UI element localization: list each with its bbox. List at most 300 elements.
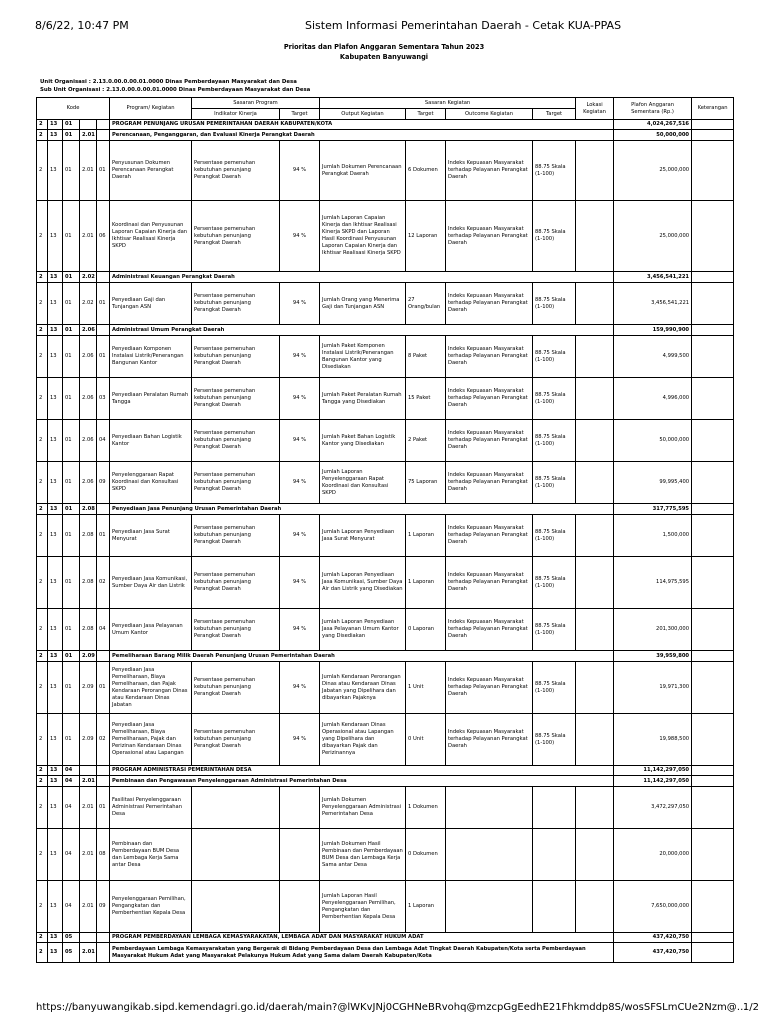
keterangan-cell (692, 462, 734, 504)
kegiatan-name: Perencanaan, Penganggaran, dan Evaluasi Kinerja Perangkat Daerah (110, 130, 614, 141)
target-output: 6 Dokumen (406, 141, 446, 201)
keterangan-cell (692, 943, 734, 963)
code-program: 04 (63, 829, 80, 881)
table-row (37, 662, 734, 714)
code-urusan: 2 (37, 120, 48, 130)
code-urusan: 2 (37, 325, 48, 336)
header-outcome-kegiatan: Outcome Kegiatan (446, 109, 533, 120)
print-page-title: Sistem Informasi Pemerintahan Daerah - Cetak KUA-PPAS (305, 19, 622, 32)
code-bidang: 13 (48, 933, 63, 943)
subkegiatan-name: Fasilitasi Penyelenggaraan Administrasi Pemerintahan Desa (110, 787, 192, 829)
kua-ppas-table (36, 97, 734, 963)
print-header (0, 0, 768, 40)
code-subkegiatan (97, 651, 110, 662)
indikator-kinerja: Persentase pemenuhan kebutuhan penunjang Perangkat Daerah (192, 714, 280, 766)
table-row (37, 272, 734, 283)
document-heading (0, 42, 768, 62)
code-kegiatan: 2.01 (80, 787, 97, 829)
code-program: 01 (63, 283, 80, 325)
code-bidang: 13 (48, 609, 63, 651)
code-urusan: 2 (37, 557, 48, 609)
lokasi-kegiatan (576, 829, 614, 881)
target-program: 94 % (280, 201, 320, 272)
plafon-value: 437,420,750 (614, 943, 692, 963)
code-urusan: 2 (37, 515, 48, 557)
code-program: 01 (63, 336, 80, 378)
target-output: 1 Laporan (406, 557, 446, 609)
code-kegiatan: 2.02 (80, 283, 97, 325)
keterangan-cell (692, 130, 734, 141)
keterangan-cell (692, 283, 734, 325)
code-kegiatan (80, 120, 97, 130)
outcome-kegiatan (446, 881, 533, 933)
code-kegiatan (80, 766, 97, 776)
code-urusan: 2 (37, 130, 48, 141)
table-row (37, 933, 734, 943)
lokasi-kegiatan (576, 714, 614, 766)
keterangan-cell (692, 120, 734, 130)
target-output: 1 Unit (406, 662, 446, 714)
code-urusan: 2 (37, 420, 48, 462)
target-output: 2 Paket (406, 420, 446, 462)
code-subkegiatan: 01 (97, 515, 110, 557)
code-subkegiatan: 02 (97, 557, 110, 609)
target-output: 0 Dokumen (406, 829, 446, 881)
code-subkegiatan: 03 (97, 378, 110, 420)
target-program (280, 881, 320, 933)
code-urusan: 2 (37, 378, 48, 420)
program-name: PROGRAM PEMBERDAYAAN LEMBAGA KEMASYARAKATAN, LEMBAGA ADAT DAN MASYARAKAT HUKUM ADAT (110, 933, 614, 943)
outcome-kegiatan: Indeks Kepuasan Masyarakat terhadap Pelayanan Perangkat Daerah (446, 462, 533, 504)
plafon-value: 7,650,000,000 (614, 881, 692, 933)
subkegiatan-name: Koordinasi dan Penyusunan Laporan Capaian Kinerja dan Ikhtisar Realisasi Kinerja SKPD (110, 201, 192, 272)
output-kegiatan: Jumlah Paket Komponen Instalasi Listrik/Penerangan Bangunan Kantor yang Disediakan (320, 336, 406, 378)
keterangan-cell (692, 325, 734, 336)
code-urusan: 2 (37, 651, 48, 662)
target-program: 94 % (280, 283, 320, 325)
print-datetime: 8/6/22, 10:47 PM (35, 19, 129, 32)
code-subkegiatan: 01 (97, 336, 110, 378)
output-kegiatan: Jumlah Laporan Hasil Penyelenggaraan Pemilihan, Pengangkatan dan Pemberhentian Kepala Desa (320, 881, 406, 933)
target-output: 0 Laporan (406, 609, 446, 651)
code-bidang: 13 (48, 943, 63, 963)
output-kegiatan: Jumlah Paket Peralatan Rumah Tangga yang Disediakan (320, 378, 406, 420)
code-program: 01 (63, 557, 80, 609)
code-program: 01 (63, 201, 80, 272)
target-program: 94 % (280, 378, 320, 420)
target-outcome: 88.75 Skala (1-100) (533, 201, 576, 272)
code-program: 04 (63, 881, 80, 933)
plafon-value: 25,000,000 (614, 201, 692, 272)
plafon-value: 1,500,000 (614, 515, 692, 557)
kegiatan-name: Administrasi Umum Perangkat Daerah (110, 325, 614, 336)
target-program: 94 % (280, 714, 320, 766)
table-row (37, 420, 734, 462)
code-urusan: 2 (37, 609, 48, 651)
subkegiatan-name: Penyediaan Jasa Pelayanan Umum Kantor (110, 609, 192, 651)
indikator-kinerja: Persentase pemenuhan kebutuhan penunjang Perangkat Daerah (192, 515, 280, 557)
code-kegiatan: 2.08 (80, 515, 97, 557)
code-kegiatan (80, 933, 97, 943)
table-row (37, 283, 734, 325)
subkegiatan-name: Penyediaan Komponen Instalasi Listrik/Penerangan Bangunan Kantor (110, 336, 192, 378)
table-row (37, 943, 734, 963)
lokasi-kegiatan (576, 609, 614, 651)
code-subkegiatan (97, 776, 110, 787)
plafon-value: 25,000,000 (614, 141, 692, 201)
target-outcome (533, 881, 576, 933)
code-program: 01 (63, 325, 80, 336)
indikator-kinerja: Persentase pemenuhan kebutuhan penunjang Perangkat Daerah (192, 462, 280, 504)
target-program: 94 % (280, 662, 320, 714)
output-kegiatan: Jumlah Orang yang Menerima Gaji dan Tunjangan ASN (320, 283, 406, 325)
code-bidang: 13 (48, 881, 63, 933)
code-urusan: 2 (37, 462, 48, 504)
code-program: 01 (63, 378, 80, 420)
code-subkegiatan: 01 (97, 283, 110, 325)
code-program: 01 (63, 141, 80, 201)
plafon-value: 159,990,900 (614, 325, 692, 336)
kegiatan-name: Pemberdayaan Lembaga Kemasyarakatan yang Bergerak di Bidang Pemberdayaan Desa dan Lembaga Adat Tingkat Daerah Kabupaten/Kota serta Pemberdayaan Masyarakat Hukum Adat yang Masyarakat Pelakunya Hukum Adat yang Sama dalam Daerah Kabupaten/Kota (110, 943, 614, 963)
code-bidang: 13 (48, 462, 63, 504)
subkegiatan-name: Penyediaan Jasa Surat Menyurat (110, 515, 192, 557)
code-subkegiatan: 08 (97, 829, 110, 881)
outcome-kegiatan: Indeks Kepuasan Masyarakat terhadap Pelayanan Perangkat Daerah (446, 201, 533, 272)
target-output: 75 Laporan (406, 462, 446, 504)
indikator-kinerja (192, 787, 280, 829)
code-bidang: 13 (48, 787, 63, 829)
print-url: https://banyuwangikab.sipd.kemendagri.go.id/daerah/main?@lWKvJNj0CGHNeBRvohq@mzcpGgEedhE21Fhkmddp8S/wosSFSLmCUe2Nzm@… (36, 1002, 747, 1013)
plafon-value: 3,456,541,221 (614, 272, 692, 283)
target-output: 15 Paket (406, 378, 446, 420)
header-sasaran-kegiatan: Sasaran Kegiatan (320, 98, 576, 109)
target-outcome: 88.75 Skala (1-100) (533, 462, 576, 504)
table-row (37, 378, 734, 420)
code-kegiatan: 2.08 (80, 609, 97, 651)
keterangan-cell (692, 651, 734, 662)
outcome-kegiatan (446, 829, 533, 881)
kegiatan-name: Pemeliharaan Barang Milik Daerah Penunjang Urusan Pemerintahan Daerah (110, 651, 614, 662)
lokasi-kegiatan (576, 141, 614, 201)
header-output-kegiatan: Output Kegiatan (320, 109, 406, 120)
lokasi-kegiatan (576, 420, 614, 462)
outcome-kegiatan: Indeks Kepuasan Masyarakat terhadap Pelayanan Perangkat Daerah (446, 714, 533, 766)
code-program: 01 (63, 504, 80, 515)
keterangan-cell (692, 766, 734, 776)
program-name: PROGRAM PENUNJANG URUSAN PEMERINTAHAN DAERAH KABUPATEN/KOTA (110, 120, 614, 130)
table-row (37, 504, 734, 515)
code-bidang: 13 (48, 336, 63, 378)
code-subkegiatan: 02 (97, 714, 110, 766)
code-subkegiatan (97, 943, 110, 963)
code-subkegiatan: 04 (97, 609, 110, 651)
target-program: 94 % (280, 557, 320, 609)
plafon-value: 19,988,500 (614, 714, 692, 766)
lokasi-kegiatan (576, 462, 614, 504)
table-row (37, 776, 734, 787)
table-row (37, 462, 734, 504)
lokasi-kegiatan (576, 283, 614, 325)
target-program (280, 787, 320, 829)
outcome-kegiatan: Indeks Kepuasan Masyarakat terhadap Pelayanan Perangkat Daerah (446, 557, 533, 609)
subkegiatan-name: Penyediaan Jasa Komunikasi, Sumber Daya Air dan Listrik (110, 557, 192, 609)
indikator-kinerja (192, 881, 280, 933)
code-subkegiatan: 01 (97, 787, 110, 829)
code-subkegiatan (97, 325, 110, 336)
kegiatan-name: Penyediaan Jasa Penunjang Urusan Pemerintahan Daerah (110, 504, 614, 515)
target-outcome: 88.75 Skala (1-100) (533, 283, 576, 325)
target-outcome: 88.75 Skala (1-100) (533, 714, 576, 766)
indikator-kinerja: Persentase pemenuhan kebutuhan penunjang Perangkat Daerah (192, 609, 280, 651)
keterangan-cell (692, 378, 734, 420)
output-kegiatan: Jumlah Kendaraan Perorangan Dinas atau Kendaraan Dinas Jabatan yang Dipelihara dan dibayarkan Pajaknya (320, 662, 406, 714)
code-kegiatan: 2.01 (80, 776, 97, 787)
indikator-kinerja: Persentase pemenuhan kebutuhan penunjang Perangkat Daerah (192, 662, 280, 714)
table-row (37, 714, 734, 766)
outcome-kegiatan: Indeks Kepuasan Masyarakat terhadap Pelayanan Perangkat Daerah (446, 378, 533, 420)
code-bidang: 13 (48, 662, 63, 714)
target-program (280, 829, 320, 881)
header-target-outcome: Target (533, 109, 576, 120)
kegiatan-name: Administrasi Keuangan Perangkat Daerah (110, 272, 614, 283)
code-bidang: 13 (48, 201, 63, 272)
target-output: 8 Paket (406, 336, 446, 378)
code-kegiatan: 2.01 (80, 829, 97, 881)
target-program: 94 % (280, 462, 320, 504)
plafon-value: 3,472,297,050 (614, 787, 692, 829)
target-outcome (533, 829, 576, 881)
code-subkegiatan (97, 933, 110, 943)
document-title: Prioritas dan Plafon Anggaran Sementara Tahun 2023 (283, 43, 485, 51)
keterangan-cell (692, 933, 734, 943)
code-kegiatan: 2.08 (80, 504, 97, 515)
table-row (37, 130, 734, 141)
subkegiatan-name: Penyediaan Bahan Logistik Kantor (110, 420, 192, 462)
target-program: 94 % (280, 515, 320, 557)
code-bidang: 13 (48, 378, 63, 420)
indikator-kinerja: Persentase pemenuhan kebutuhan penunjang Perangkat Daerah (192, 557, 280, 609)
header-lokasi: Lokasi Kegiatan (576, 98, 614, 120)
plafon-value: 201,300,000 (614, 609, 692, 651)
keterangan-cell (692, 776, 734, 787)
code-kegiatan: 2.08 (80, 557, 97, 609)
outcome-kegiatan (446, 787, 533, 829)
target-program: 94 % (280, 420, 320, 462)
code-urusan: 2 (37, 787, 48, 829)
document-region: Kabupaten Banyuwangi (339, 53, 429, 61)
indikator-kinerja: Persentase pemenuhan kebutuhan penunjang Perangkat Daerah (192, 283, 280, 325)
code-urusan: 2 (37, 336, 48, 378)
outcome-kegiatan: Indeks Kepuasan Masyarakat terhadap Pelayanan Perangkat Daerah (446, 283, 533, 325)
code-bidang: 13 (48, 651, 63, 662)
code-subkegiatan: 01 (97, 662, 110, 714)
indikator-kinerja: Persentase pemenuhan kebutuhan penunjang Perangkat Daerah (192, 378, 280, 420)
program-name: PROGRAM ADMINISTRASI PEMERINTAHAN DESA (110, 766, 614, 776)
code-kegiatan: 2.06 (80, 378, 97, 420)
code-subkegiatan (97, 766, 110, 776)
subkegiatan-name: Penyelenggaraan Pemilihan, Pengangkatan dan Pemberhentian Kepala Desa (110, 881, 192, 933)
keterangan-cell (692, 504, 734, 515)
code-subkegiatan: 09 (97, 462, 110, 504)
code-urusan: 2 (37, 933, 48, 943)
lokasi-kegiatan (576, 378, 614, 420)
code-program: 01 (63, 609, 80, 651)
code-program: 01 (63, 420, 80, 462)
target-outcome: 88.75 Skala (1-100) (533, 609, 576, 651)
plafon-value: 99,995,400 (614, 462, 692, 504)
keterangan-cell (692, 515, 734, 557)
table-row (37, 557, 734, 609)
header-program: Program/ Kegiatan (110, 98, 192, 120)
keterangan-cell (692, 829, 734, 881)
subkegiatan-name: Pembinaan dan Pemberdayaan BUM Desa dan Lembaga Kerja Sama antar Desa (110, 829, 192, 881)
target-outcome: 88.75 Skala (1-100) (533, 378, 576, 420)
unit-info (40, 79, 310, 94)
code-subkegiatan: 09 (97, 881, 110, 933)
code-urusan: 2 (37, 504, 48, 515)
code-bidang: 13 (48, 420, 63, 462)
code-program: 01 (63, 515, 80, 557)
code-program: 01 (63, 272, 80, 283)
code-urusan: 2 (37, 141, 48, 201)
target-program: 94 % (280, 141, 320, 201)
keterangan-cell (692, 557, 734, 609)
outcome-kegiatan: Indeks Kepuasan Masyarakat terhadap Pelayanan Perangkat Daerah (446, 662, 533, 714)
target-output: 0 Unit (406, 714, 446, 766)
indikator-kinerja (192, 829, 280, 881)
code-subkegiatan (97, 130, 110, 141)
target-outcome: 88.75 Skala (1-100) (533, 662, 576, 714)
code-bidang: 13 (48, 272, 63, 283)
target-outcome: 88.75 Skala (1-100) (533, 141, 576, 201)
code-urusan: 2 (37, 714, 48, 766)
code-kegiatan: 2.06 (80, 336, 97, 378)
subkegiatan-name: Penyediaan Gaji dan Tunjangan ASN (110, 283, 192, 325)
code-kegiatan: 2.01 (80, 141, 97, 201)
code-urusan: 2 (37, 881, 48, 933)
plafon-value: 39,959,800 (614, 651, 692, 662)
keterangan-cell (692, 609, 734, 651)
plafon-value: 20,000,000 (614, 829, 692, 881)
target-output: 12 Laporan (406, 201, 446, 272)
table-row (37, 609, 734, 651)
indikator-kinerja: Persentase pemenuhan kebutuhan penunjang Perangkat Daerah (192, 336, 280, 378)
output-kegiatan: Jumlah Laporan Penyediaan Jasa Pelayanan Umum Kantor yang Disediakan (320, 609, 406, 651)
keterangan-cell (692, 787, 734, 829)
code-urusan: 2 (37, 943, 48, 963)
lokasi-kegiatan (576, 336, 614, 378)
code-kegiatan: 2.01 (80, 943, 97, 963)
code-bidang: 13 (48, 515, 63, 557)
outcome-kegiatan: Indeks Kepuasan Masyarakat terhadap Pelayanan Perangkat Daerah (446, 609, 533, 651)
header-target-output: Target (406, 109, 446, 120)
target-program: 94 % (280, 336, 320, 378)
code-program: 04 (63, 776, 80, 787)
output-kegiatan: Jumlah Laporan Penyelenggaraan Rapat Koordinasi dan Konsultasi SKPD (320, 462, 406, 504)
indikator-kinerja: Persentase pemenuhan kebutuhan penunjang Perangkat Daerah (192, 141, 280, 201)
target-outcome (533, 787, 576, 829)
target-outcome: 88.75 Skala (1-100) (533, 336, 576, 378)
target-output: 1 Dokumen (406, 787, 446, 829)
table-row (37, 787, 734, 829)
header-target: Target (280, 109, 320, 120)
header-indikator-kinerja: Indikator Kinerja (192, 109, 280, 120)
lokasi-kegiatan (576, 515, 614, 557)
plafon-value: 437,420,750 (614, 933, 692, 943)
lokasi-kegiatan (576, 787, 614, 829)
code-urusan: 2 (37, 201, 48, 272)
table-body (37, 120, 734, 963)
keterangan-cell (692, 714, 734, 766)
output-kegiatan: Jumlah Kendaraan Dinas Operasional atau Lapangan yang Dipelihara dan dibayarkan Pajak dan Perizinannya (320, 714, 406, 766)
target-outcome: 88.75 Skala (1-100) (533, 557, 576, 609)
plafon-value: 11,142,297,050 (614, 776, 692, 787)
output-kegiatan: Jumlah Dokumen Perencanaan Perangkat Daerah (320, 141, 406, 201)
code-kegiatan: 2.01 (80, 881, 97, 933)
output-kegiatan: Jumlah Paket Bahan Logistik Kantor yang Disediakan (320, 420, 406, 462)
lokasi-kegiatan (576, 662, 614, 714)
table-row (37, 141, 734, 201)
code-urusan: 2 (37, 272, 48, 283)
keterangan-cell (692, 336, 734, 378)
outcome-kegiatan: Indeks Kepuasan Masyarakat terhadap Pelayanan Perangkat Daerah (446, 336, 533, 378)
code-program: 01 (63, 714, 80, 766)
output-kegiatan: Jumlah Dokumen Hasil Pembinaan dan Pemberdayaan BUM Desa dan Lembaga Kerja Sama antar Desa (320, 829, 406, 881)
lokasi-kegiatan (576, 881, 614, 933)
code-kegiatan: 2.06 (80, 325, 97, 336)
output-kegiatan: Jumlah Dokumen Penyelenggaraan Administrasi Pemerintahan Desa (320, 787, 406, 829)
lokasi-kegiatan (576, 557, 614, 609)
code-urusan: 2 (37, 662, 48, 714)
table-row (37, 120, 734, 130)
code-kegiatan: 2.09 (80, 714, 97, 766)
code-bidang: 13 (48, 504, 63, 515)
code-program: 01 (63, 462, 80, 504)
code-program: 01 (63, 120, 80, 130)
plafon-value: 3,456,541,221 (614, 283, 692, 325)
code-program: 05 (63, 943, 80, 963)
code-program: 04 (63, 787, 80, 829)
keterangan-cell (692, 201, 734, 272)
kegiatan-name: Pembinaan dan Pengawasan Penyelenggaraan Administrasi Pemerintahan Desa (110, 776, 614, 787)
target-output: 1 Laporan (406, 515, 446, 557)
header-kode: Kode (37, 98, 110, 120)
table-row (37, 829, 734, 881)
code-kegiatan: 2.01 (80, 130, 97, 141)
target-outcome: 88.75 Skala (1-100) (533, 420, 576, 462)
code-kegiatan: 2.06 (80, 420, 97, 462)
code-subkegiatan: 04 (97, 420, 110, 462)
plafon-value: 114,975,595 (614, 557, 692, 609)
code-bidang: 13 (48, 130, 63, 141)
table-row (37, 325, 734, 336)
header-plafon: Plafon Anggaran Sementara (Rp.) (614, 98, 692, 120)
code-program: 01 (63, 651, 80, 662)
code-bidang: 13 (48, 557, 63, 609)
code-kegiatan: 2.01 (80, 201, 97, 272)
plafon-value: 4,999,500 (614, 336, 692, 378)
output-kegiatan: Jumlah Laporan Capaian Kinerja dan Ikhtisar Realisasi Kinerja SKPD dan Laporan Hasil Koordinasi Penyusunan Laporan Capaian Kinerja dan Ikhtisar Realisasi Kinerja SKPD (320, 201, 406, 272)
code-bidang: 13 (48, 766, 63, 776)
table-row (37, 336, 734, 378)
code-program: 01 (63, 130, 80, 141)
keterangan-cell (692, 141, 734, 201)
plafon-value: 19,971,300 (614, 662, 692, 714)
code-kegiatan: 2.09 (80, 651, 97, 662)
code-urusan: 2 (37, 776, 48, 787)
code-subkegiatan (97, 272, 110, 283)
lokasi-kegiatan (576, 201, 614, 272)
